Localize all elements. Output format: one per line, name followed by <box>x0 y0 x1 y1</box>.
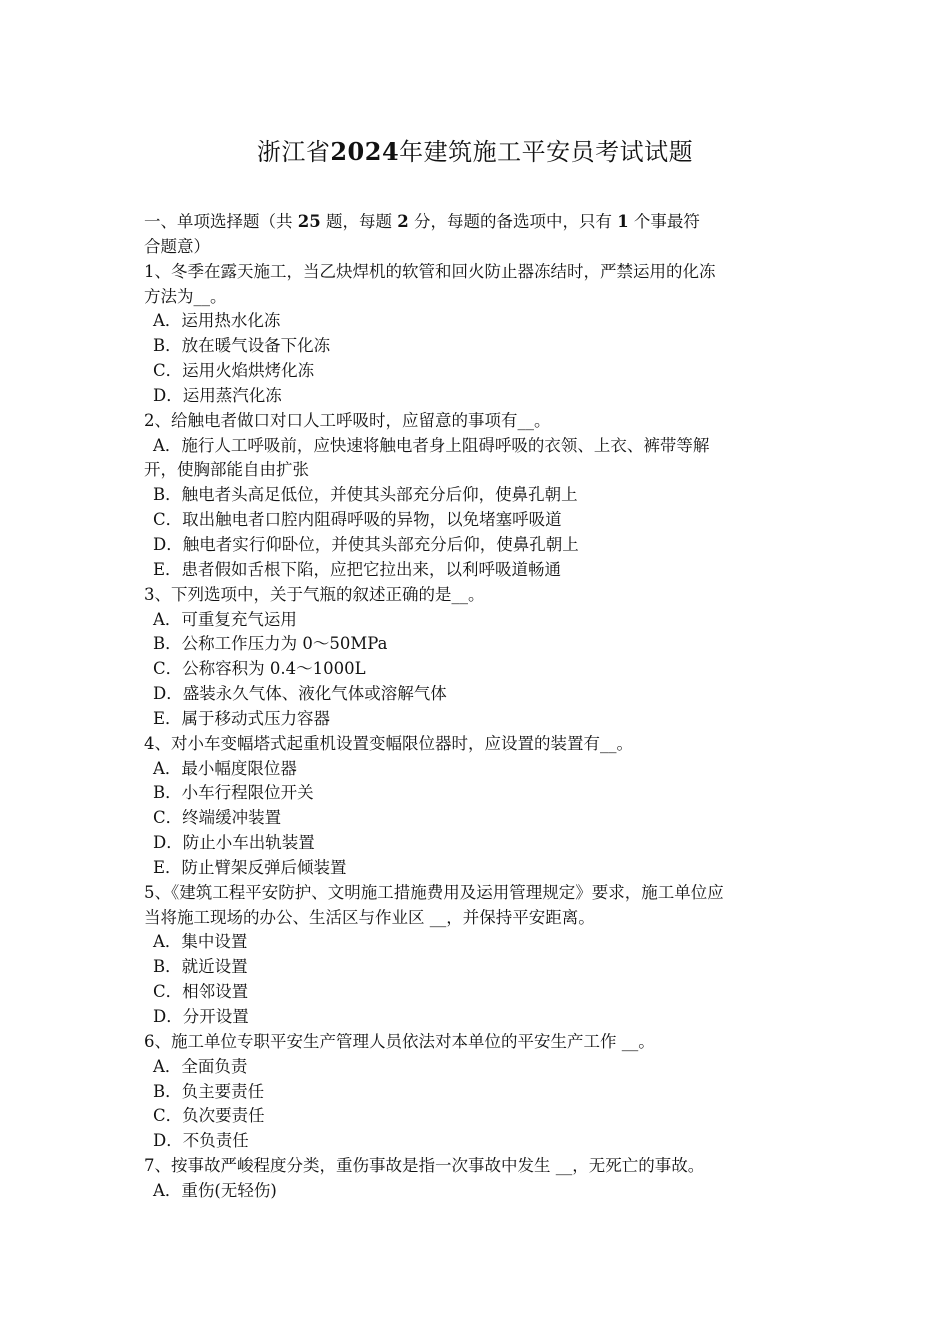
document-title <box>0 134 950 170</box>
title-part-3: 年建筑施工平安员考试试题 <box>399 138 694 166</box>
section-header-line-2: 合题意） <box>144 236 210 256</box>
question-count: 25 <box>297 212 321 231</box>
q4-option-d: D．防止小车出轨装置 <box>153 833 315 853</box>
question-2: 2、给触电者做口对口人工呼吸时，应留意的事项有__。 <box>144 410 551 430</box>
q4-option-a: A．最小幅度限位器 <box>153 758 297 778</box>
q5-option-c: C．相邻设置 <box>153 982 249 1002</box>
q3-option-e: E．属于移动式压力容器 <box>153 708 331 728</box>
q5-option-d: D．分开设置 <box>153 1007 249 1026</box>
title-year: 2024 <box>330 137 400 166</box>
q2-option-a-line-1: A．施行人工呼吸前，应快速将触电者身上阻碍呼吸的衣领、上衣、裤带等解 <box>153 435 710 455</box>
section-text: 一、单项选择题（共 <box>144 212 298 231</box>
q1-option-c: C．运用火焰烘烤化冻 <box>153 361 315 381</box>
section-text: 个事最符 <box>628 212 700 231</box>
section-text: 分，每题的备选项中，只有 <box>408 212 618 231</box>
question-5-line-1: 5、《建筑工程平安防护、文明施工措施费用及运用管理规定》要求，施工单位应 <box>144 882 724 902</box>
q5-option-b: B．就近设置 <box>153 957 248 977</box>
q5-option-a: A．集中设置 <box>153 932 248 952</box>
correct-option-count: 1 <box>617 212 629 231</box>
q4-option-b: B．小车行程限位开关 <box>153 783 314 803</box>
q3-option-c: C．公称容积为 0.4～1000L <box>153 659 366 679</box>
q2-option-e: E．患者假如舌根下陷，应把它拉出来，以利呼吸道畅通 <box>153 559 562 579</box>
question-1-line-1: 1、冬季在露天施工，当乙炔焊机的软管和回火防止器冻结时，严禁运用的化冻 <box>144 261 716 281</box>
q3-option-b: B．公称工作压力为 0～50MPa <box>153 634 388 654</box>
question-4: 4、对小车变幅塔式起重机设置变幅限位器时，应设置的装置有__。 <box>144 733 633 753</box>
document-body <box>144 210 809 1204</box>
title-part-1: 浙江省 <box>256 138 331 166</box>
question-6: 6、施工单位专职平安生产管理人员依法对本单位的平安生产工作 __。 <box>144 1031 655 1051</box>
section-text: 题，每题 <box>320 212 398 231</box>
points-per-question: 2 <box>397 212 409 231</box>
q1-option-b: B．放在暖气设备下化冻 <box>153 336 331 356</box>
question-3: 3、下列选项中，关于气瓶的叙述正确的是__。 <box>144 584 485 604</box>
q6-option-a: A．全面负责 <box>153 1056 248 1076</box>
q7-option-a: A．重伤(无轻伤) <box>153 1180 277 1200</box>
q2-option-b: B．触电者头高足低位，并使其头部充分后仰，使鼻孔朝上 <box>153 485 578 505</box>
q3-option-a: A．可重复充气运用 <box>153 609 297 629</box>
q4-option-e: E．防止臂架反弹后倾装置 <box>153 857 347 877</box>
q6-option-d: D．不负责任 <box>153 1131 249 1151</box>
q3-option-d: D．盛装永久气体、液化气体或溶解气体 <box>153 684 447 704</box>
q6-option-c: C．负次要责任 <box>153 1106 265 1126</box>
q1-option-a: A．运用热水化冻 <box>153 311 281 331</box>
q2-option-d: D．触电者实行仰卧位，并使其头部充分后仰，使鼻孔朝上 <box>153 534 579 554</box>
question-5-line-2: 当将施工现场的办公、生活区与作业区 __，并保持平安距离。 <box>144 907 595 927</box>
q1-option-d: D．运用蒸汽化冻 <box>153 385 282 405</box>
q6-option-b: B．负主要责任 <box>153 1081 265 1101</box>
section-header-line-1 <box>144 210 809 235</box>
q2-option-a-line-2: 开，使胸部能自由扩张 <box>144 460 309 480</box>
question-7: 7、按事故严峻程度分类，重伤事故是指一次事故中发生 __，无死亡的事故。 <box>144 1156 705 1176</box>
q2-option-c: C．取出触电者口腔内阻碍呼吸的异物，以免堵塞呼吸道 <box>153 510 562 530</box>
q4-option-c: C．终端缓冲装置 <box>153 808 282 828</box>
question-1-line-2: 方法为__。 <box>144 286 227 306</box>
